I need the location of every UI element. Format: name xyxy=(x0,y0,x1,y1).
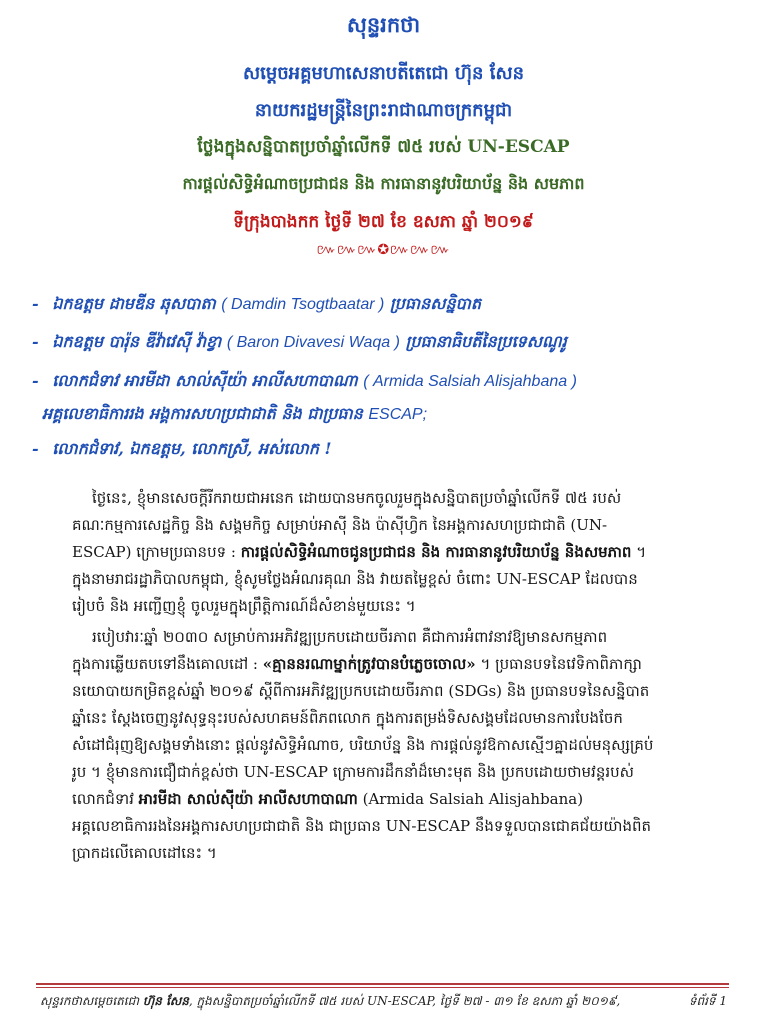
addressee-khmer-name: ឯកឧត្ដម បារ៉ុន ឌីវ៉ាវេស៊ី វ៉ាខ្វា xyxy=(52,332,222,351)
paragraph-line: របៀបវារៈឆ្នាំ ២០៣០ សម្រាប់ការអភិវឌ្ឍប្រកបដោយចីរភាព គឺជាការអំពាវនាវឱ្យមានសកម្មភាព xyxy=(92,628,608,646)
text-run: ក្នុងការឆ្លើយតបទៅនឹងគោលដៅ : xyxy=(72,655,263,673)
text-run: ESCAP) ក្រោមប្រធានបទ : xyxy=(72,543,241,561)
doc-title: សុន្ទរកថា xyxy=(346,12,421,37)
footer-name: ហ៊ុន សែន xyxy=(142,994,189,1008)
footer-text xyxy=(40,993,620,1011)
text-run: (Armida Salsiah Alisjahbana) xyxy=(357,790,584,808)
speech-theme-bold: ការផ្ដល់សិទ្ធិអំណាចជូនប្រជាជន និង ការធានានូវបរិយាប័ន្ន និងសមភាព xyxy=(240,543,632,561)
addressee-1 xyxy=(32,293,481,317)
theme-line: ការផ្ដល់សិទ្ធិអំណាចប្រជាជន និង ការធានានូវបរិយាប័ន្ន និង សមភាព xyxy=(182,174,585,193)
addressee-role: ប្រធានាធិបតីនៃប្រទេសណូរូ xyxy=(405,332,567,351)
general-salutation: លោកជំទាវ, ឯកឧត្តម, លោកស្រី, អស់លោក ! xyxy=(52,439,332,458)
ornament-divider: ៚៚៚✪៚៚៚ xyxy=(316,242,451,258)
addressee-khmer-name: លោកជំទាវ អារមីដា សាល់ស៊ីយ៉ា អាលីសហាបាណា xyxy=(52,371,358,390)
place-date-line: ទីក្រុងបាងកក ថ្ងៃទី ២៧ ខែ ឧសភា ឆ្នាំ ២០១៩ xyxy=(233,212,534,232)
text-run: ។ xyxy=(631,543,647,561)
bullet-dash: - xyxy=(32,332,39,351)
footer-prefix: សុន្ទរកថាសម្ដេចតេជោ xyxy=(40,994,143,1008)
text-run: លោកជំទាវ xyxy=(72,790,139,808)
addressee-2 xyxy=(32,331,567,355)
addressee-org: ESCAP; xyxy=(368,406,428,423)
paragraph-line xyxy=(72,786,707,813)
paragraph-line: គណៈកម្មការសេដ្ឋកិច្ច និង សង្គមកិច្ច សម្រាប់អាស៊ី និង ប៉ាស៊ីហ្វិក នៃអង្គការសហប្រជាជាតិ (UN- xyxy=(72,516,608,534)
footer-rule xyxy=(36,983,729,985)
paragraph-line: ប្រាកដលើគោលដៅនេះ ។ xyxy=(72,844,217,862)
speaker-title: សម្ដេចអគ្គមហាសេនាបតីតេជោ ហ៊ុន សែន xyxy=(242,63,525,84)
name-bold: អារមីដា សាល់ស៊ីយ៉ា អាលីសហាបាណា xyxy=(138,790,358,808)
bullet-dash: - xyxy=(32,371,39,390)
paragraph-line: ក្នុងនាមរាជរដ្ឋាភិបាលកម្ពុជា, ខ្ញុំសូមថ្លែងអំណរគុណ និង វាយតម្លៃខ្ពស់ ចំពោះ UN-ESCAP ដែលបាន xyxy=(72,570,638,588)
bullet-dash: - xyxy=(32,294,39,313)
occasion-line: ថ្លែងក្នុងសន្និបាតប្រចាំឆ្នាំលើកទី ៧៥ របស់ UN-ESCAP xyxy=(197,137,570,157)
page-number: ទំព័រទី 1 xyxy=(688,994,727,1008)
slogan-bold: «គ្មាននរណាម្នាក់ត្រូវបានបំភ្លេចចោល» xyxy=(262,655,476,673)
paragraph-line: រៀបចំ និង អញ្ជើញខ្ញុំ ចូលរួមក្នុងព្រឹត្តិការណ៍ដ៏សំខាន់មួយនេះ ។ xyxy=(72,597,416,615)
addressee-3-continued xyxy=(42,403,427,427)
paragraph-line: រូប ។ ខ្ញុំមានការជឿជាក់ខ្ពស់ថា UN-ESCAP ក្រោមការដឹកនាំដ៏មោះមុត និង ប្រកបដោយថាមវន្តរបស់ xyxy=(72,763,634,781)
paragraph-line: ថ្ងៃនេះ, ខ្ញុំមានសេចក្ដីរីករាយជាអនេក ដោយបានមកចូលរួមក្នុងសន្និបាតប្រចាំឆ្នាំលើកទី ៧៥ របស់ xyxy=(92,489,622,507)
addressee-3 xyxy=(32,370,577,394)
paragraph-line: សំដៅជំរុញឱ្យសង្គមទាំងនោះ ផ្ដល់នូវសិទ្ធិអំណាច, បរិយាប័ន្ន និង ការផ្ដល់នូវឱកាសស្មើៗគ្នាដល់មនុស្សគ្រប់ xyxy=(72,736,654,754)
paragraph-line: ឆ្នាំនេះ ស្ដែងចេញនូវសុទ្ធនុះរបស់សហគមន៍ពិភពលោក ក្នុងការតម្រង់ទិសសង្គមដែលមានការបែងចែក xyxy=(72,709,623,727)
footer-rest: , ក្នុងសន្និបាតប្រចាំឆ្នាំលើកទី ៧៥ របស់ UN-ESCAP, ថ្ងៃទី ២៧ - ៣១ ខែ ឧសភា ឆ្នាំ ២០១៩, xyxy=(188,994,621,1008)
addressee-latin-name: ( Damdin Tsogtbaatar ) xyxy=(221,296,385,313)
paragraph-2 xyxy=(72,624,707,867)
paragraph-line xyxy=(72,539,707,566)
speaker-position: នាយករដ្ឋមន្ត្រីនៃព្រះរាជាណាចក្រកម្ពុជា xyxy=(254,100,513,121)
paragraph-line: អគ្គលេខាធិការរងនៃអង្គការសហប្រជាជាតិ និង ជាប្រធាន UN-ESCAP នឹងទទួលបានជោគជ័យយ៉ាងពិត xyxy=(72,817,652,835)
addressee-general xyxy=(32,438,332,462)
paragraph-1 xyxy=(72,485,707,620)
text-run: ។ ប្រធានបទនៃវេទិកាពិភាក្សា xyxy=(475,655,642,673)
bullet-dash: - xyxy=(32,439,39,458)
footer-rule xyxy=(36,987,729,988)
addressee-latin-name: ( Armida Salsiah Alisjahbana ) xyxy=(363,373,577,390)
addressee-role: ប្រធានសន្និបាត xyxy=(389,294,481,313)
paragraph-line xyxy=(72,651,707,678)
addressee-khmer-name: ឯកឧត្ដម ដាមឌីន ឆុសបាតា xyxy=(52,294,216,313)
addressee-latin-name: ( Baron Divavesi Waqa ) xyxy=(226,334,400,351)
addressee-role: អគ្គលេខាធិការរង អង្គការសហប្រជាជាតិ និង ជាប្រធាន xyxy=(42,404,363,423)
paragraph-line: នយោបាយកម្រិតខ្ពស់ឆ្នាំ ២០១៩ ស្ដីពីការអភិវឌ្ឍប្រកបដោយចីរភាព (SDGs) និង ប្រធានបទនៃសន្និបាត xyxy=(72,682,650,700)
